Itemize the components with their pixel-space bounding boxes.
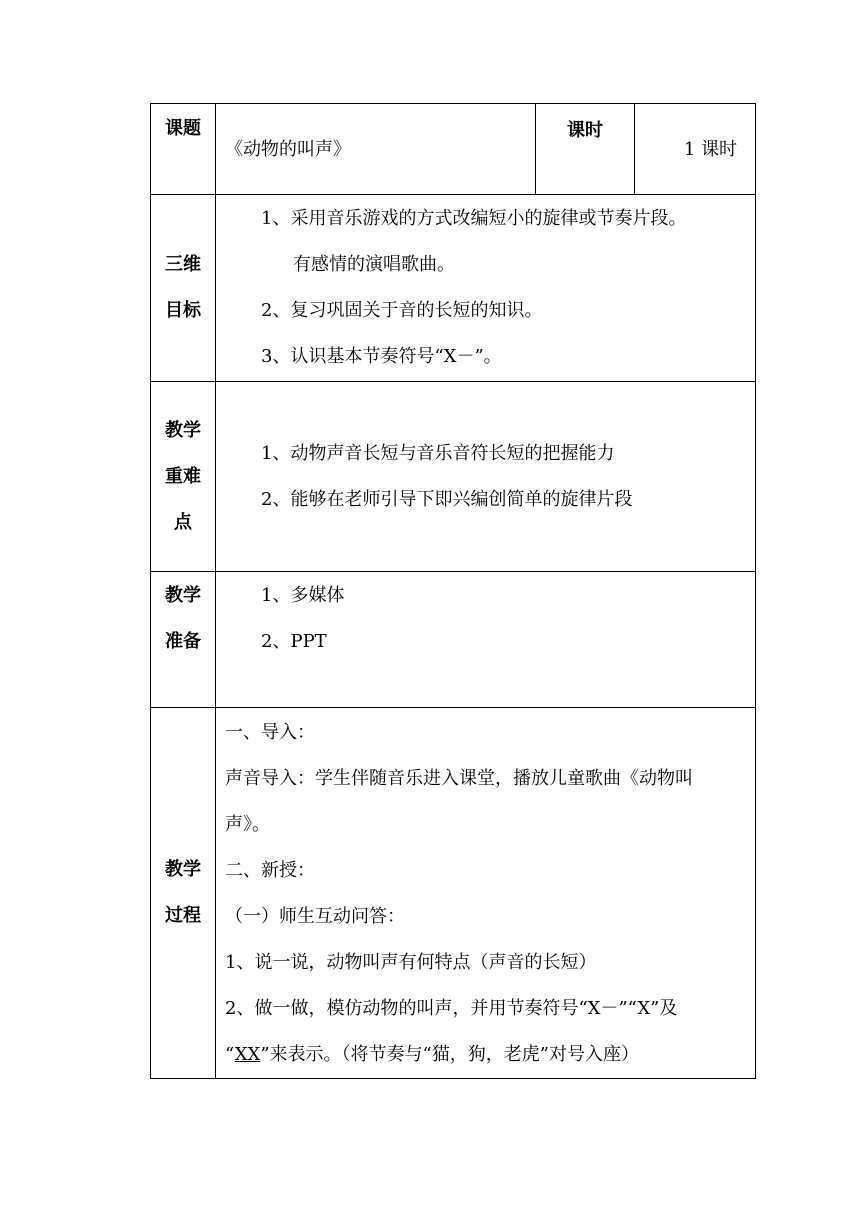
topic-value: 《动物的叫声》 [225, 139, 351, 160]
difficulties-content-cell [216, 382, 756, 572]
process-line-8-underlined-rhythm: XX [234, 1044, 261, 1065]
process-line-8-open-quote: “ [225, 1044, 235, 1065]
hours-label: 课时 [567, 120, 603, 141]
difficulty-item-1: 1、动物声音长短与音乐音符长短的把握能力 [261, 442, 615, 464]
preparation-label-line-2: 准备 [165, 631, 201, 652]
preparation-label-cell [151, 572, 216, 708]
preparation-label-line-1: 教学 [165, 585, 201, 606]
process-label-line-1: 教学 [165, 859, 201, 880]
preparation-list [216, 572, 755, 665]
process-lines [216, 708, 755, 1078]
difficulties-label-line-2: 重难 [165, 465, 201, 487]
hours-value: 1 课时 [683, 139, 737, 160]
preparation-content-cell [216, 572, 756, 708]
goals-list [216, 195, 755, 380]
process-line-3: 声》。 [225, 814, 270, 835]
process-label-line-2: 过程 [165, 905, 201, 926]
process-line-8 [225, 1032, 755, 1078]
preparation-item-1: 1、多媒体 [261, 585, 345, 606]
difficulties-label-line-1: 教学 [165, 419, 201, 441]
difficulty-item-2: 2、能够在老师引导下即兴编创简单的旋律片段 [261, 488, 633, 510]
process-content-cell [216, 708, 756, 1079]
difficulties-label-line-3: 点 [174, 511, 192, 533]
preparation-row [151, 572, 756, 708]
difficulties-row [151, 382, 756, 572]
goals-label-line-2: 目标 [165, 300, 201, 321]
goals-content-cell [216, 195, 756, 382]
process-line-1: 一、导入： [225, 722, 315, 743]
goal-item-1: 1、采用音乐游戏的方式改编短小的旋律或节奏片段。 [261, 208, 687, 229]
preparation-label [151, 572, 215, 665]
preparation-item-2: 2、PPT [261, 631, 327, 652]
topic-label: 课题 [165, 118, 201, 139]
process-row [151, 708, 756, 1079]
topic-label-cell [151, 104, 216, 195]
process-line-5: （一）师生互动问答： [225, 906, 405, 927]
hours-value-cell [635, 104, 756, 195]
difficulties-list [216, 431, 755, 523]
goals-row [151, 195, 756, 382]
process-line-6: 1、说一说，动物叫声有何特点（声音的长短） [225, 952, 597, 973]
process-label-cell [151, 708, 216, 1079]
goal-item-3: 3、认识基本节奏符号“X－”。 [261, 346, 502, 367]
goals-label-line-1: 三维 [165, 254, 201, 275]
process-line-7: 2、做一做，模仿动物的叫声，并用节奏符号“X－”“X”及 [225, 998, 678, 1019]
process-line-4: 二、新授： [225, 860, 315, 881]
goals-label-cell [151, 195, 216, 382]
topic-value-cell [216, 104, 536, 195]
process-line-2: 声音导入：学生伴随音乐进入课堂，播放儿童歌曲《动物叫 [225, 768, 693, 789]
goal-item-2: 2、复习巩固关于音的长短的知识。 [261, 300, 543, 321]
goal-item-1-continued: 有感情的演唱歌曲。 [293, 254, 455, 275]
lesson-plan-table [150, 103, 756, 1079]
topic-row [151, 104, 756, 195]
difficulties-label-cell [151, 382, 216, 572]
hours-label-cell [536, 104, 635, 195]
process-line-8-rest: ”来表示。（将节奏与“猫，狗，老虎”对号入座） [260, 1044, 639, 1065]
